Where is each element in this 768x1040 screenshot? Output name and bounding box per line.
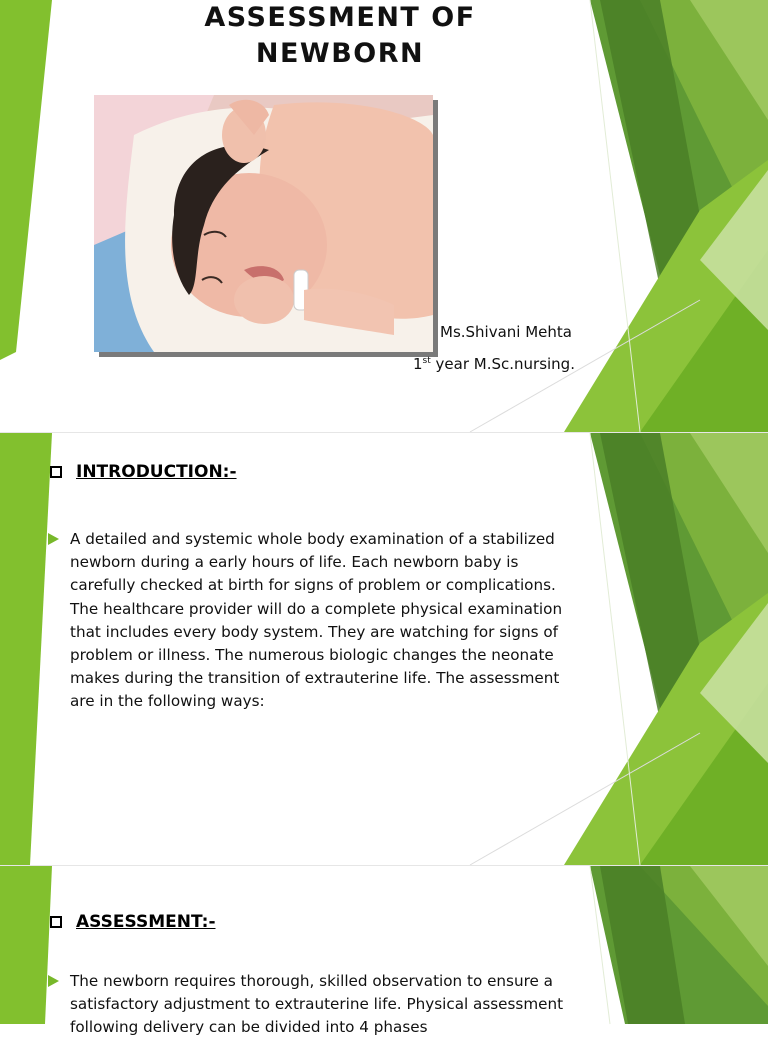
author-course-text: year M.Sc.nursing. [430, 355, 575, 373]
triangle-arrow-icon [48, 975, 59, 987]
introduction-paragraph: A detailed and systemic whole body examination of a stabilized newborn during a early hours of life. Each newborn baby is carefully checked at birth for signs of problem or complications. The healthcare provider will do a complete physical examination that includes every body system. They are watching for signs of problem or illness. The numerous biologic changes the neonate makes during the transition of extrauterine life. The assessment are in the following ways: [70, 530, 563, 711]
author-name: Ms.Shivani Mehta [440, 323, 572, 341]
title-line-1: ASSESSMENT OF [204, 2, 476, 33]
newborn-photo [94, 95, 433, 352]
assessment-slide [0, 866, 768, 1037]
list-item [48, 970, 578, 1040]
slide-title [150, 0, 530, 72]
list-item [48, 528, 578, 714]
checkbox-icon [50, 916, 62, 928]
title-slide [0, 0, 768, 432]
section-heading-introduction [50, 462, 237, 482]
author-year-suffix: st [422, 356, 431, 366]
section-heading-assessment [50, 912, 216, 932]
newborn-baby-image [94, 95, 433, 352]
assessment-paragraph: The newborn requires thorough, skilled observation to ensure a satisfactory adjustment to extrauterine life. Physical assessment following delivery can be divided into 4 phases [70, 972, 564, 1037]
introduction-slide [0, 433, 768, 865]
heading-text: ASSESSMENT:- [76, 912, 216, 932]
author-year-number: 1 [413, 355, 423, 373]
triangle-arrow-icon [48, 533, 59, 545]
checkbox-icon [50, 466, 62, 478]
title-line-2: NEWBORN [255, 38, 425, 69]
author-course [413, 355, 575, 373]
heading-text: INTRODUCTION:- [76, 462, 237, 482]
